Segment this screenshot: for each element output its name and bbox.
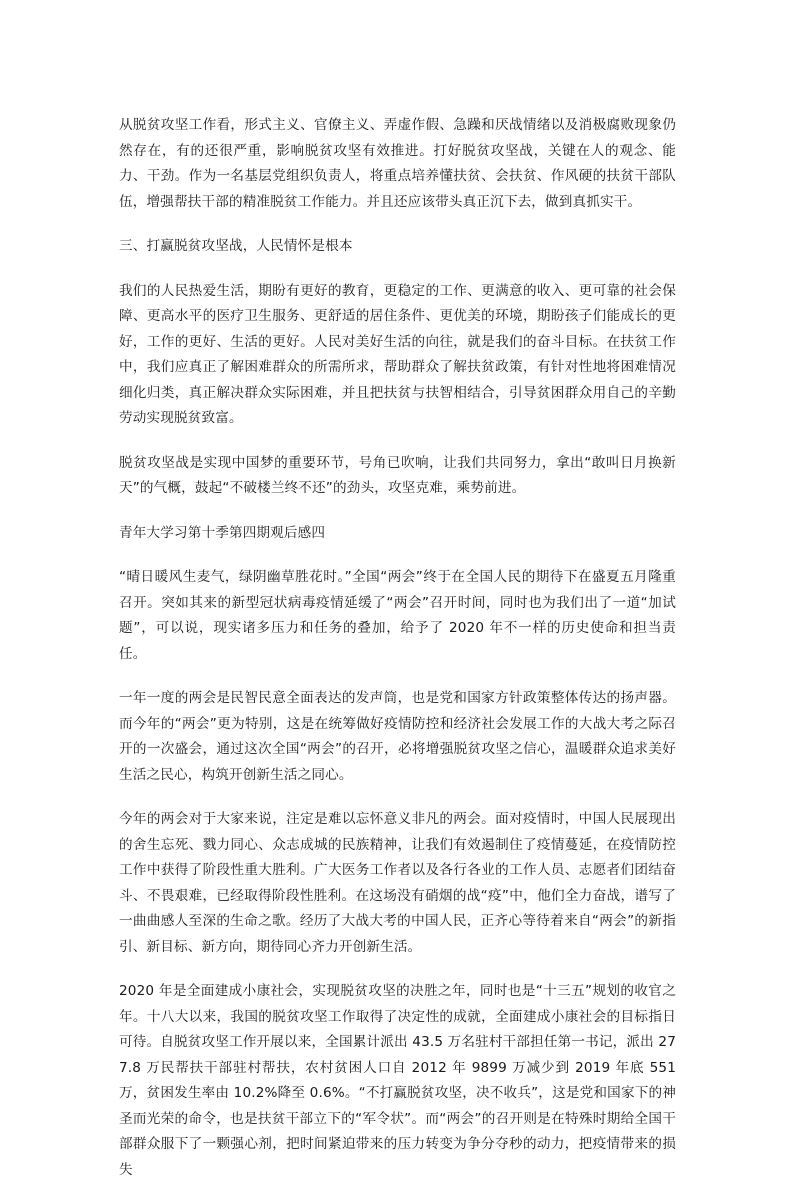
paragraph-7: 2020 年是全面建成小康社会，实现脱贫攻坚的决胜之年，同时也是“十三五”规划的收官之年。十八大以来，我国的脱贫攻坚工作取得了决定性的成就，全面建成小康社会的目标指日可待。自脱贫攻坚工作开展以来，全国累计派出 43.5 万名驻村干部担任第一书记，派出 277.8 万民帮扶干部驻村帮扶，农村贫困人口自 2012 年 9899 万减少到 2019 年底 551 万，贫困发生率由 10.2%降至 0.6%。“不打赢脱贫攻坚，决不收兵”，这是党和国家下的神圣而光荣的命令，也是扶贫干部立下的“军令状”。而“两会”的召开则是在特殊时期给全国干部群众服下了一颗强心剂，把时间紧迫带来的压力转变为争分夺秒的动力，把疫情带来的损失 [119, 983, 676, 1178]
document-page [119, 113, 676, 1183]
section-heading-3: 三、打赢脱贫攻坚战，人民情怀是根本 [119, 238, 353, 254]
paragraph-2: 我们的人民热爱生活，期盼有更好的教育，更稳定的工作、更满意的收入、更可靠的社会保障、更高水平的医疗卫生服务、更舒适的居住条件、更优美的环境，期盼孩子们能成长的更好，工作的更好、生活的更好。人民对美好生活的向往，就是我们的奋斗目标。在扶贫工作中，我们应真正了解困难群众的所需所求，帮助群众了解扶贫政策，有针对性地将困难情况细化归类，真正解决群众实际困难，并且把扶贫与扶智相结合，引导贫困群众用自己的辛勤劳动实现脱贫致富。 [119, 282, 676, 426]
paragraph-6: 今年的两会对于大家来说，注定是难以忘怀意义非凡的两会。面对疫情时，中国人民展现出的舍生忘死、戮力同心、众志成城的民族精神，让我们有效遏制住了疫情蔓延，在疫情防控工作中获得了阶段性重大胜利。广大医务工作者以及各行各业的工作人员、志愿者们团结奋斗、不畏艰难，已经取得阶段性胜利。在这场没有硝烟的战“疫”中，他们全力奋战，谱写了一曲曲感人至深的生命之歌。经历了大战大考的中国人民，正齐心等待着来自“两会”的新指引、新目标、新方向，期待同心齐力开创新生活。 [119, 811, 676, 955]
paragraph-1: 从脱贫攻坚工作看，形式主义、官僚主义、弄虚作假、急躁和厌战情绪以及消极腐败现象仍然存在，有的还很严重，影响脱贫攻坚有效推进。打好脱贫攻坚战，关键在人的观念、能力、干劲。作为一名基层党组织负责人，将重点培养懂扶贫、会扶贫、作风硬的扶贫干部队伍，增强帮扶干部的精准脱贫工作能力。并且还应该带头真正沉下去，做到真抓实干。 [119, 117, 676, 210]
paragraph-4: “晴日暖风生麦气，绿阴幽草胜花时。”全国“两会”终于在全国人民的期待下在盛夏五月隆重召开。突如其来的新型冠状病毒疫情延缓了“两会”召开时间，同时也为我们出了一道“加试题”，可以说，现实诸多压力和任务的叠加，给予了 2020 年不一样的历史使命和担当责任。 [119, 569, 676, 662]
paragraph-3: 脱贫攻坚战是实现中国梦的重要环节，号角已吹响，让我们共同努力，拿出“敢叫日月换新天”的气概，鼓起“不破楼兰终不还”的劲头，攻坚克难，乘势前进。 [119, 454, 676, 496]
paragraph-5: 一年一度的两会是民智民意全面表达的发声筒，也是党和国家方针政策整体传达的扬声器。而今年的“两会”更为特别，这是在统筹做好疫情防控和经济社会发展工作的大战大考之际召开的一次盛会，通过这次全国“两会”的召开，必将增强脱贫攻坚之信心，温暖群众追求美好生活之民心，构筑开创新生活之同心。 [119, 690, 676, 783]
article-title-4: 青年大学习第十季第四期观后感四 [119, 524, 326, 541]
